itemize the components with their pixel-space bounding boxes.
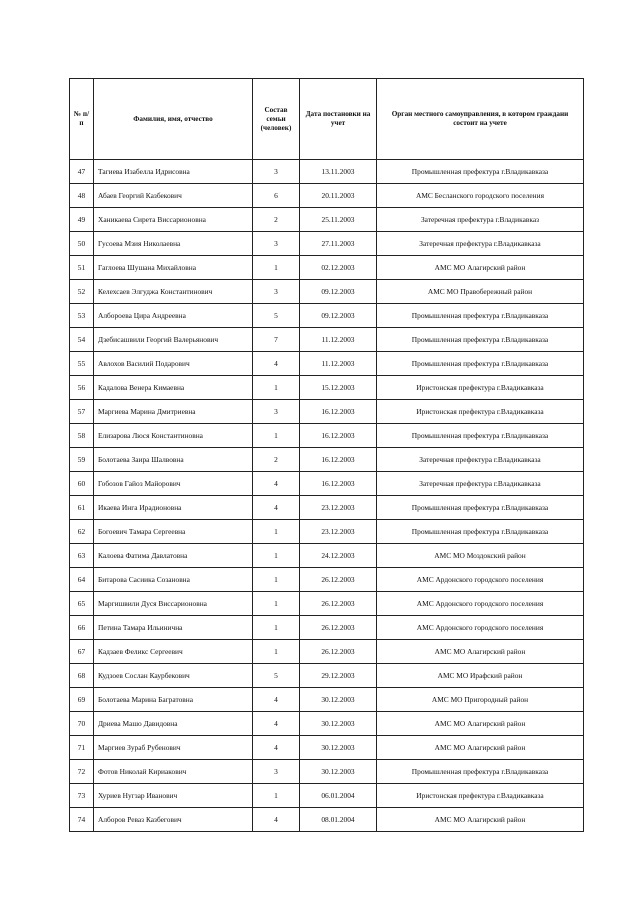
family-size-cell: 1 bbox=[253, 376, 300, 400]
row-number-cell: 68 bbox=[70, 664, 94, 688]
table-row bbox=[70, 256, 584, 280]
row-number-cell: 60 bbox=[70, 472, 94, 496]
table-row bbox=[70, 208, 584, 232]
family-size-cell: 7 bbox=[253, 328, 300, 352]
table-row bbox=[70, 712, 584, 736]
full-name-cell: Болотаева Заира Шалвовна bbox=[94, 448, 253, 472]
family-size-cell: 1 bbox=[253, 568, 300, 592]
local-authority-cell: АМС Бесланского городского поселения bbox=[377, 184, 584, 208]
family-size-cell: 5 bbox=[253, 304, 300, 328]
family-size-cell: 1 bbox=[253, 784, 300, 808]
row-number-cell: 49 bbox=[70, 208, 94, 232]
registration-date-cell: 15.12.2003 bbox=[300, 376, 377, 400]
full-name-cell: Кадалова Венера Кимаевна bbox=[94, 376, 253, 400]
local-authority-cell: АМС Ардонского городского поселения bbox=[377, 568, 584, 592]
local-authority-cell: Промышленная префектура г.Владикавказа bbox=[377, 328, 584, 352]
family-size-cell: 3 bbox=[253, 280, 300, 304]
family-size-cell: 3 bbox=[253, 760, 300, 784]
local-authority-cell: Затеречная префектура г.Владикавказа bbox=[377, 448, 584, 472]
local-authority-cell: АМС МО Моздокский район bbox=[377, 544, 584, 568]
local-authority-cell: АМС МО Алагирский район bbox=[377, 808, 584, 832]
full-name-cell: Албороева Цира Андреевна bbox=[94, 304, 253, 328]
table-row bbox=[70, 808, 584, 832]
registration-date-cell: 13.11.2003 bbox=[300, 160, 377, 184]
row-number-cell: 54 bbox=[70, 328, 94, 352]
table-header-row bbox=[70, 79, 584, 160]
row-number-cell: 55 bbox=[70, 352, 94, 376]
table-row bbox=[70, 688, 584, 712]
local-authority-cell: Промышленная префектура г.Владикавказа bbox=[377, 520, 584, 544]
family-size-cell: 1 bbox=[253, 424, 300, 448]
family-size-cell: 1 bbox=[253, 640, 300, 664]
local-authority-cell: Иристонская префектура г.Владикавказа bbox=[377, 400, 584, 424]
local-authority-cell: Промышленная префектура г.Владикавказа bbox=[377, 496, 584, 520]
row-number-cell: 47 bbox=[70, 160, 94, 184]
family-size-cell: 4 bbox=[253, 736, 300, 760]
header-local-authority: Орган местного самоуправления, в котором граждани состоит на учете bbox=[377, 79, 584, 160]
table-row bbox=[70, 544, 584, 568]
row-number-cell: 74 bbox=[70, 808, 94, 832]
row-number-cell: 64 bbox=[70, 568, 94, 592]
table-row bbox=[70, 472, 584, 496]
registration-date-cell: 11.12.2003 bbox=[300, 328, 377, 352]
local-authority-cell: Затеречная префектура г.Владикавказа bbox=[377, 232, 584, 256]
registration-date-cell: 08.01.2004 bbox=[300, 808, 377, 832]
table-row bbox=[70, 328, 584, 352]
registration-date-cell: 25.11.2003 bbox=[300, 208, 377, 232]
registration-date-cell: 11.12.2003 bbox=[300, 352, 377, 376]
full-name-cell: Болотаева Марина Багратовна bbox=[94, 688, 253, 712]
local-authority-cell: АМС МО Пригородный район bbox=[377, 688, 584, 712]
registration-date-cell: 06.01.2004 bbox=[300, 784, 377, 808]
table-row bbox=[70, 736, 584, 760]
registration-date-cell: 27.11.2003 bbox=[300, 232, 377, 256]
full-name-cell: Гаглоева Шушана Михайловна bbox=[94, 256, 253, 280]
row-number-cell: 53 bbox=[70, 304, 94, 328]
table-row bbox=[70, 496, 584, 520]
header-family-size: Состав семьи (человек) bbox=[253, 79, 300, 160]
registration-date-cell: 20.11.2003 bbox=[300, 184, 377, 208]
table-row bbox=[70, 400, 584, 424]
row-number-cell: 65 bbox=[70, 592, 94, 616]
table-row bbox=[70, 352, 584, 376]
registration-date-cell: 02.12.2003 bbox=[300, 256, 377, 280]
table-row bbox=[70, 520, 584, 544]
full-name-cell: Калоева Фатима Давлатовна bbox=[94, 544, 253, 568]
registration-date-cell: 30.12.2003 bbox=[300, 736, 377, 760]
full-name-cell: Кудзоев Сослан Каурбекович bbox=[94, 664, 253, 688]
local-authority-cell: АМС Ардонского городского поселения bbox=[377, 616, 584, 640]
full-name-cell: Авлохов Василий Подарович bbox=[94, 352, 253, 376]
full-name-cell: Тагиева Изабелла Идрисовна bbox=[94, 160, 253, 184]
row-number-cell: 50 bbox=[70, 232, 94, 256]
registration-date-cell: 09.12.2003 bbox=[300, 280, 377, 304]
local-authority-cell: АМС МО Алагирский район bbox=[377, 256, 584, 280]
registration-date-cell: 16.12.2003 bbox=[300, 424, 377, 448]
registration-date-cell: 30.12.2003 bbox=[300, 712, 377, 736]
row-number-cell: 70 bbox=[70, 712, 94, 736]
table-row bbox=[70, 280, 584, 304]
local-authority-cell: АМС МО Алагирский район bbox=[377, 712, 584, 736]
full-name-cell: Дзебисашвили Георгий Валерьянович bbox=[94, 328, 253, 352]
registration-date-cell: 26.12.2003 bbox=[300, 568, 377, 592]
full-name-cell: Абаев Георгий Казбекович bbox=[94, 184, 253, 208]
header-full-name: Фамилия, имя, отчество bbox=[94, 79, 253, 160]
full-name-cell: Келехсаев Элгуджа Константинович bbox=[94, 280, 253, 304]
local-authority-cell: АМС МО Правобережный район bbox=[377, 280, 584, 304]
family-size-cell: 4 bbox=[253, 688, 300, 712]
row-number-cell: 63 bbox=[70, 544, 94, 568]
local-authority-cell: Промышленная префектура г.Владикавказа bbox=[377, 760, 584, 784]
table-row bbox=[70, 232, 584, 256]
family-size-cell: 2 bbox=[253, 448, 300, 472]
table-row bbox=[70, 784, 584, 808]
row-number-cell: 73 bbox=[70, 784, 94, 808]
registration-date-cell: 29.12.2003 bbox=[300, 664, 377, 688]
family-size-cell: 6 bbox=[253, 184, 300, 208]
full-name-cell: Елизарова Люся Константиновна bbox=[94, 424, 253, 448]
registration-date-cell: 26.12.2003 bbox=[300, 616, 377, 640]
family-size-cell: 1 bbox=[253, 544, 300, 568]
row-number-cell: 56 bbox=[70, 376, 94, 400]
full-name-cell: Битарова Сасиика Созановна bbox=[94, 568, 253, 592]
family-size-cell: 3 bbox=[253, 232, 300, 256]
row-number-cell: 66 bbox=[70, 616, 94, 640]
family-size-cell: 4 bbox=[253, 808, 300, 832]
row-number-cell: 52 bbox=[70, 280, 94, 304]
row-number-cell: 69 bbox=[70, 688, 94, 712]
local-authority-cell: АМС МО Алагирский район bbox=[377, 736, 584, 760]
full-name-cell: Петина Тамара Ильинична bbox=[94, 616, 253, 640]
local-authority-cell: Промышленная префектура г.Владикавказа bbox=[377, 352, 584, 376]
registration-date-cell: 16.12.2003 bbox=[300, 400, 377, 424]
row-number-cell: 58 bbox=[70, 424, 94, 448]
table-row bbox=[70, 424, 584, 448]
row-number-cell: 72 bbox=[70, 760, 94, 784]
local-authority-cell: Промышленная префектура г.Владикавказа bbox=[377, 160, 584, 184]
full-name-cell: Богоевич Тамара Сергеевна bbox=[94, 520, 253, 544]
table-body bbox=[70, 160, 584, 832]
registration-date-cell: 30.12.2003 bbox=[300, 760, 377, 784]
full-name-cell: Икаева Инга Ирадионовна bbox=[94, 496, 253, 520]
table-row bbox=[70, 760, 584, 784]
full-name-cell: Гобозов Гайоз Майорович bbox=[94, 472, 253, 496]
registration-date-cell: 16.12.2003 bbox=[300, 448, 377, 472]
family-size-cell: 4 bbox=[253, 472, 300, 496]
full-name-cell: Алборов Реваз Казбегович bbox=[94, 808, 253, 832]
table-row bbox=[70, 568, 584, 592]
family-size-cell: 1 bbox=[253, 592, 300, 616]
full-name-cell: Маргиева Марина Дмитриевна bbox=[94, 400, 253, 424]
row-number-cell: 62 bbox=[70, 520, 94, 544]
full-name-cell: Кадзаев Феликс Сергеевич bbox=[94, 640, 253, 664]
registration-date-cell: 30.12.2003 bbox=[300, 688, 377, 712]
family-size-cell: 5 bbox=[253, 664, 300, 688]
local-authority-cell: Промышленная префектура г.Владикавказа bbox=[377, 304, 584, 328]
local-authority-cell: Иристонская префектура г.Владикавказа bbox=[377, 784, 584, 808]
family-size-cell: 1 bbox=[253, 616, 300, 640]
local-authority-cell: АМС МО Алагирский район bbox=[377, 640, 584, 664]
table-row bbox=[70, 184, 584, 208]
row-number-cell: 51 bbox=[70, 256, 94, 280]
table-row bbox=[70, 376, 584, 400]
row-number-cell: 48 bbox=[70, 184, 94, 208]
registration-date-cell: 23.12.2003 bbox=[300, 496, 377, 520]
full-name-cell: Хуриев Нугзар Иванович bbox=[94, 784, 253, 808]
local-authority-cell: Затеречная префектура г.Владикавказ bbox=[377, 208, 584, 232]
full-name-cell: Ханикаева Сирета Виссарионовна bbox=[94, 208, 253, 232]
full-name-cell: Гусоева Мзия Николаевна bbox=[94, 232, 253, 256]
family-size-cell: 4 bbox=[253, 352, 300, 376]
family-size-cell: 2 bbox=[253, 208, 300, 232]
family-size-cell: 3 bbox=[253, 400, 300, 424]
family-size-cell: 4 bbox=[253, 496, 300, 520]
family-size-cell: 1 bbox=[253, 256, 300, 280]
registration-date-cell: 23.12.2003 bbox=[300, 520, 377, 544]
full-name-cell: Фотов Николай Кириакович bbox=[94, 760, 253, 784]
registration-date-cell: 09.12.2003 bbox=[300, 304, 377, 328]
registry-table bbox=[69, 78, 584, 832]
family-size-cell: 4 bbox=[253, 712, 300, 736]
family-size-cell: 1 bbox=[253, 520, 300, 544]
table-row bbox=[70, 160, 584, 184]
registration-date-cell: 16.12.2003 bbox=[300, 472, 377, 496]
table-row bbox=[70, 304, 584, 328]
local-authority-cell: Промышленная префектура г.Владикавказа bbox=[377, 424, 584, 448]
row-number-cell: 67 bbox=[70, 640, 94, 664]
full-name-cell: Маргишвили Дуся Виссарионовна bbox=[94, 592, 253, 616]
registration-date-cell: 26.12.2003 bbox=[300, 592, 377, 616]
local-authority-cell: Иристонская префектура г.Владикавказа bbox=[377, 376, 584, 400]
row-number-cell: 59 bbox=[70, 448, 94, 472]
table-row bbox=[70, 448, 584, 472]
row-number-cell: 71 bbox=[70, 736, 94, 760]
full-name-cell: Дриева Машо Давидовна bbox=[94, 712, 253, 736]
registration-date-cell: 24.12.2003 bbox=[300, 544, 377, 568]
full-name-cell: Маргиев Зураб Рубенович bbox=[94, 736, 253, 760]
family-size-cell: 3 bbox=[253, 160, 300, 184]
header-registration-date: Дата постановки на учет bbox=[300, 79, 377, 160]
registration-date-cell: 26.12.2003 bbox=[300, 640, 377, 664]
row-number-cell: 61 bbox=[70, 496, 94, 520]
local-authority-cell: АМС Ардонского городского поселения bbox=[377, 592, 584, 616]
header-number: № п/п bbox=[70, 79, 94, 160]
table-row bbox=[70, 592, 584, 616]
table-row bbox=[70, 664, 584, 688]
local-authority-cell: АМС МО Ирафский район bbox=[377, 664, 584, 688]
row-number-cell: 57 bbox=[70, 400, 94, 424]
local-authority-cell: Затеречная префектура г.Владикавказа bbox=[377, 472, 584, 496]
table-row bbox=[70, 616, 584, 640]
table-row bbox=[70, 640, 584, 664]
